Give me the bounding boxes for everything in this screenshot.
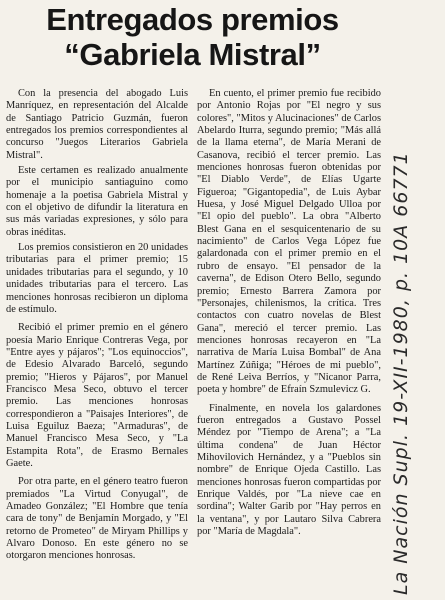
headline (0, 2, 385, 72)
handwritten-margin-annotation: La Nación Supl. 19-XII-1980, p. 10A 66771 (390, 151, 412, 595)
paragraph: En cuento, el primer premio fue recibido por Antonio Rojas por "El negro y sus colores", "Mitos y Alucinaciones" de Carlos Abelardo Iturra, segundo premio; "Más allá de la llama eterna", de María Merani de Casanova, recibió el tercer premio. Las menciones honrosas fueron obtenidas por "El Diablo Verde", de Elías Ugarte Figueroa; "Gigantopedia", de Luis Aybar Huesa, y José Miguel Delgado Ulloa por "El opio del pueblo". La obra "Alberto Blest Gana en el sesquicentenario de su nacimiento" de Carlos Vega López fue galardonada con el primer premio en el rubro de ensayo. "El pensador de la caverna", de Edison Otero Bello, segundo premio; Ernesto Barrera Zamora por "Personajes, chilenismos, la crítica. Tres contactos con cuatro novelas de Blest Gana", mereció el tercer premio. Las menciones honrosas recayeron en "La narrativa de María Luisa Bombal" de Ana Martínez Zúñiga; "Héroes de mi pueblo", de René Leiva Berríos, y "Nicanor Parra, poeta y hombre" de Efraín Szmulevicz G. (197, 88, 381, 396)
left-column (6, 88, 188, 566)
right-column (197, 88, 381, 541)
paragraph: Por otra parte, en el género teatro fueron premiados "La Virtud Conyugal", de Amadeo González; "El Hombre que tenía cara de tony" de Benjamín Morgado, y "El retorno de Prometeo" de Miryam Phillips y Alvaro Donoso. En este género no se otorgaron menciones honrosas. (6, 476, 188, 562)
paragraph: Finalmente, en novela los galardones fueron entregados a Gustavo Possel Méndez por "Tiempo de Arena"; a "La última condena" de Juan Héctor Mihovilovich Hernández, y a "Pueblos sin nombre" de Enrique Ojeda Castillo. Las menciones honrosas fueron compartidas por Enrique Valdés, por "La nieve cae en sordina"; Walter Garib por "Hay perros en la ventana", y por Lautaro Silva Cabrera por "María de Magdala". (197, 402, 381, 538)
headline-line-1: Entregados premios (46, 2, 339, 37)
paragraph: Recibió el primer premio en el género poesía Mario Enrique Contreras Vega, por "Entre ayes y pájaros"; "Los equinoccios", de Edesio Alvarado Barceló, segundo premio; "Hieros y Pájaros", por Manuel Francisco Mesa Seco, obtuvo el tercer premio. Las menciones honrosas correspondieron a "Paisajes Interiores", de Luisa Eguiluz Baeza; "Armaduras", de Manuel Francisco Mesa Seco, y "La Estampita Rota", de Erasmo Bernales Gaete. (6, 322, 188, 469)
paragraph: Este certamen es realizado anualmente por el municipio santiaguino como homenaje a la poetisa Gabriela Mistral y con el objetivo de difundir la literatura en sus más variadas expresiones, y sólo para obras inéditas. (6, 165, 188, 238)
paragraph: Los premios consistieron en 20 unidades tributarias para el primer premio; 15 unidades tributarias para el segundo, y 10 unidades tributarias para el tercero. Las menciones honrosas recibieron un diploma de estímulo. (6, 242, 188, 315)
paragraph: Con la presencia del abogado Luis Manríquez, en representación del Alcalde de Santiago Patricio Guzmán, fueron entregados los premios correspondientes al concurso "Juegos Literarios Gabriela Mistral". (6, 88, 188, 161)
headline-line-2: “Gabriela Mistral” (64, 37, 321, 72)
